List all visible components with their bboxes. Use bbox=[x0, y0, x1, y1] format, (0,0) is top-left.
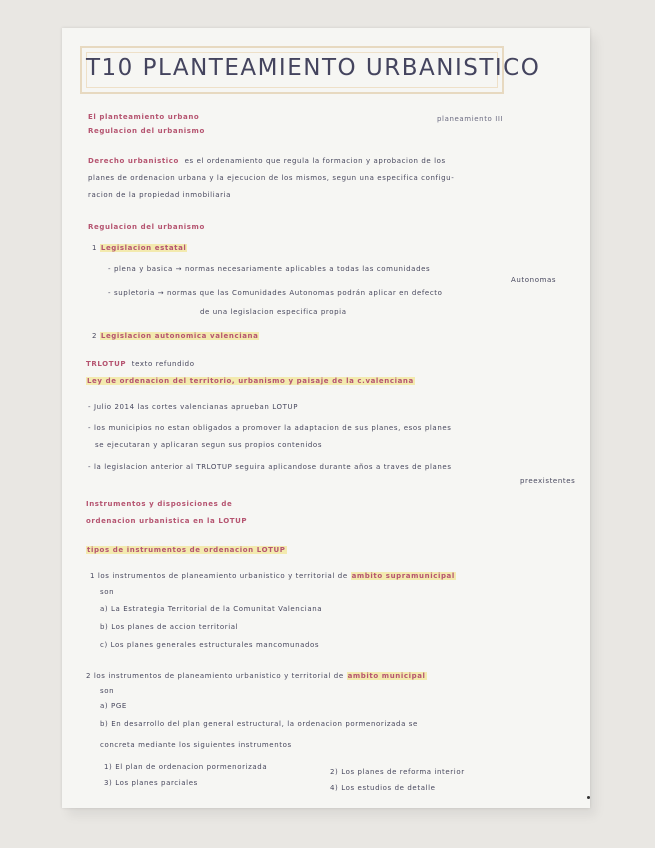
notebook-page bbox=[62, 28, 590, 808]
item1 bbox=[92, 244, 187, 252]
item1-number: 1 bbox=[92, 244, 98, 252]
page-title: T10 PLANTEAMIENTO URBANISTICO bbox=[86, 55, 541, 81]
supletoria-line2: de una legislacion especifica propia bbox=[200, 308, 347, 316]
sec2-b-line1: b) En desarrollo del plan general estructural, la ordenacion pormenorizada se bbox=[100, 720, 418, 728]
item2-label: Legislacion autonomica valenciana bbox=[100, 332, 259, 340]
trlotup-bullet2-line1: - los municipios no estan obligados a promover la adaptacion de sus planes, esos planes bbox=[88, 424, 452, 432]
plena-line2: Autonomas bbox=[511, 276, 557, 284]
sec4-line1 bbox=[90, 572, 456, 580]
trlotup-full-name bbox=[86, 377, 415, 385]
sec2-b-line2: concreta mediante los siguientes instrumentos bbox=[100, 741, 292, 749]
sec4-line2: son bbox=[100, 588, 115, 596]
sec4-line1-text: 1 los instrumentos de planeamiento urbanistico y territorial de bbox=[90, 572, 348, 580]
trlotup-desc: texto refundido bbox=[131, 360, 195, 368]
tipos-label bbox=[86, 546, 287, 554]
list-item-4: 4) Los estudios de detalle bbox=[330, 784, 436, 792]
item1-label: Legislacion estatal bbox=[100, 244, 187, 252]
trlotup-abbr: TRLOTUP bbox=[86, 360, 127, 368]
sec2-line1 bbox=[86, 672, 427, 680]
supletoria-line1: - supletoria → normas que las Comunidades Autonomas podrán aplicar en defecto bbox=[108, 289, 443, 297]
trlotup-bullet2-line2: se ejecutaran y aplicaran segun sus propios contenidos bbox=[95, 441, 323, 449]
instrumentos-heading-line2: ordenacion urbanistica en la LOTUP bbox=[86, 517, 248, 525]
sec4-b: b) Los planes de accion territorial bbox=[100, 623, 239, 631]
heading-planteamiento: El planteamiento urbano bbox=[88, 113, 200, 121]
definition-line2: planes de ordenacion urbana y la ejecucion de los mismos, segun una especifica configu- bbox=[88, 174, 455, 182]
sec2-a: a) PGE bbox=[100, 702, 127, 710]
definition-line1 bbox=[88, 157, 446, 165]
trlotup-bullet3-line1: - la legislacion anterior al TRLOTUP seguira aplicandose durante años a traves de planes bbox=[88, 463, 452, 471]
list-item-3: 3) Los planes parciales bbox=[104, 779, 198, 787]
tipos-label-text: tipos de instrumentos de ordenacion LOTUP bbox=[87, 546, 286, 554]
sec4-a: a) La Estrategia Territorial de la Comunitat Valenciana bbox=[100, 605, 323, 613]
definition-term: Derecho urbanistico bbox=[88, 157, 179, 165]
page-dot bbox=[587, 796, 590, 799]
definition-line3: racion de la propiedad inmobiliaria bbox=[88, 191, 232, 199]
sec2-highlight: ambito municipal bbox=[347, 672, 426, 680]
trlotup-bullet1: - Julio 2014 las cortes valencianas aprueban LOTUP bbox=[88, 403, 299, 411]
list-item-2: 2) Los planes de reforma interior bbox=[330, 768, 465, 776]
definition-text: es el ordenamiento que regula la formacion y aprobacion de los bbox=[184, 157, 446, 165]
instrumentos-heading-line1: Instrumentos y disposiciones de bbox=[86, 500, 233, 508]
regulacion-heading: Regulacion del urbanismo bbox=[88, 223, 205, 231]
plena-line1: - plena y basica → normas necesariamente aplicables a todas las comunidades bbox=[108, 265, 431, 273]
item2 bbox=[92, 332, 259, 340]
heading-regulacion: Regulacion del urbanismo bbox=[88, 127, 205, 135]
item2-number: 2 bbox=[92, 332, 98, 340]
trlotup-line bbox=[86, 360, 195, 368]
trlotup-bullet3-line2: preexistentes bbox=[520, 477, 576, 485]
right-note: planeamiento III bbox=[437, 115, 504, 123]
trlotup-full-name-text: Ley de ordenacion del territorio, urbanismo y paisaje de la c.valenciana bbox=[87, 377, 414, 385]
sec4-highlight: ambito supramunicipal bbox=[351, 572, 455, 580]
sec4-c: c) Los planes generales estructurales mancomunados bbox=[100, 641, 320, 649]
sec2-line2: son bbox=[100, 687, 115, 695]
sec2-line1-text: 2 los instrumentos de planeamiento urbanistico y territorial de bbox=[86, 672, 344, 680]
list-item-1: 1) El plan de ordenacion pormenorizada bbox=[104, 763, 268, 771]
